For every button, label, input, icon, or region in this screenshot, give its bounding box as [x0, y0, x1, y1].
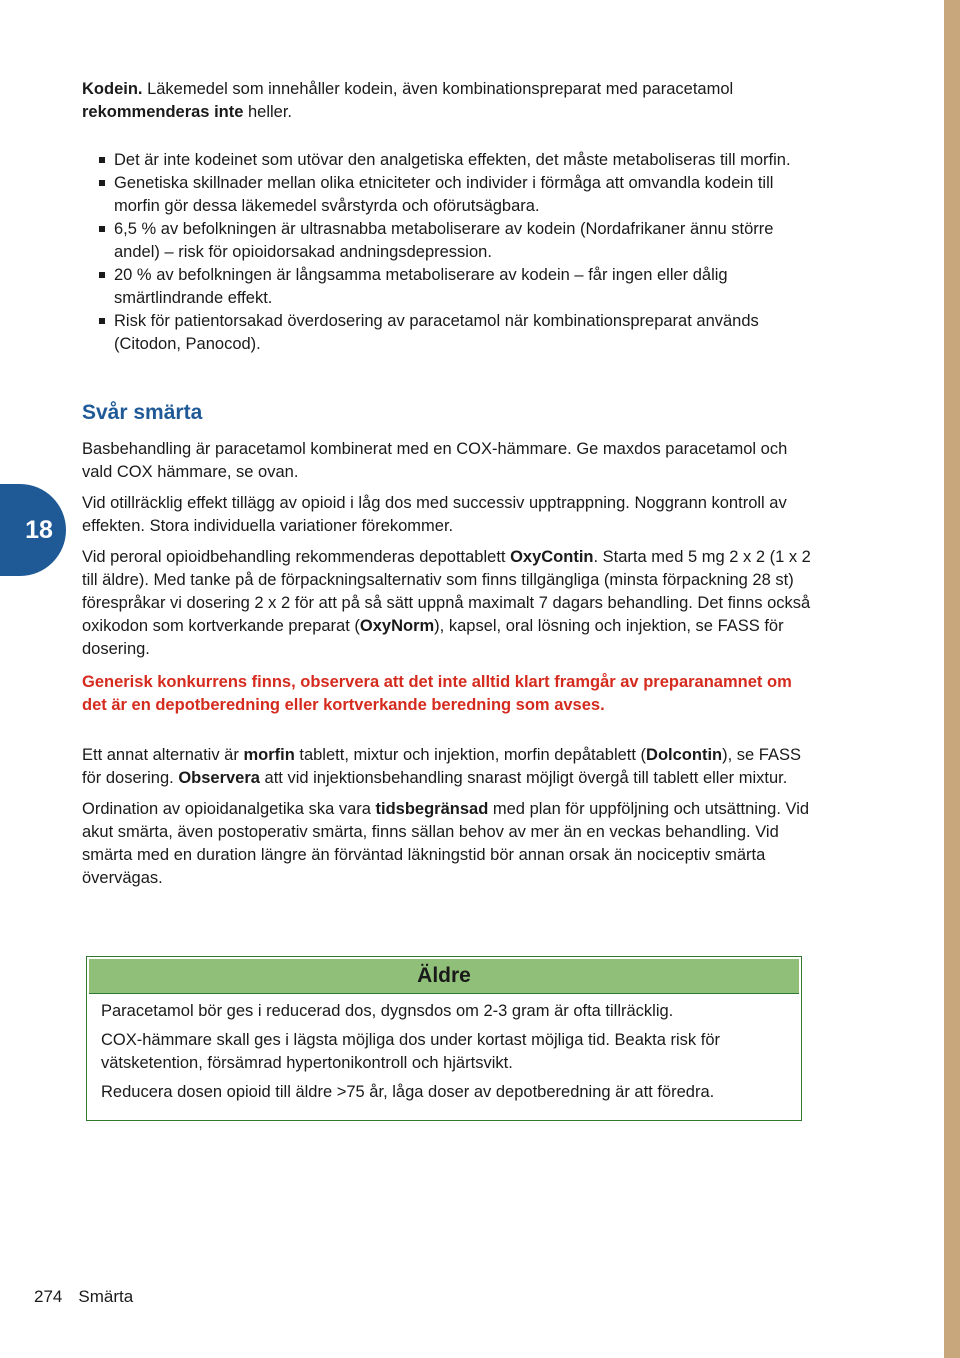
paragraph-opioid-addition: Vid otillräcklig effekt tillägg av opioid i låg dos med successiv upptrappning. Noggrann kontroll av effekten. Stora individuella variationer förekommer. [82, 494, 787, 535]
bullet-item: Det är inte kodeinet som utövar den analgetiska effekten, det måste metaboliseras till morfin. [82, 149, 812, 172]
emphasis: Observera [178, 769, 260, 787]
box-line: COX-hämmare skall ges i lägsta möjliga dos under kortast möjliga tid. Beakta risk för vätsketention, försämrad hypertonikontroll och hjärtsvikt. [101, 1031, 720, 1072]
intro-emphasis: rekommenderas inte [82, 103, 244, 121]
chapter-tab [0, 484, 66, 576]
box-line: Paracetamol bör ges i reducerad dos, dygnsdos om 2-3 gram är ofta tillräcklig. [101, 1002, 674, 1020]
drug-name: Dolcontin [646, 746, 723, 764]
section-heading: Svår smärta [82, 401, 203, 424]
codeine-bullet-list [82, 149, 812, 356]
box-title: Äldre [89, 959, 799, 994]
bullet-item: 6,5 % av befolkningen är ultrasnabba metaboliserare av kodein (Nordafrikaner ännu större andel) – risk för opioidorsakad andningsdepression. [82, 218, 812, 264]
intro-text-end: heller. [243, 103, 293, 121]
drug-name: OxyContin [510, 548, 594, 566]
bullet-item: Genetiska skillnader mellan olika etniciteter och individer i förmåga att omvandla kodein till morfin gör dessa läkemedel svårstyrda och oförutsägbara. [82, 172, 812, 218]
bullet-item: 20 % av befolkningen är långsamma metaboliserare av kodein – får ingen eller dålig smärtlindrande effekt. [82, 264, 812, 310]
drug-name: OxyNorm [359, 617, 435, 635]
paragraph-time-limit: Ordination av opioidanalgetika ska vara tidsbegränsad med plan för uppföljning och utsättning. Vid akut smärta, även postoperativ smärta, finns sällan behov av mer än en veckas behandling. Vid smärta med en duration längre än förväntad läkningstid bör annan orsak än nociceptiv smärta övervägas. [82, 800, 810, 887]
footer-chapter: Smärta [78, 1287, 134, 1306]
paragraph-base-treatment: Basbehandling är paracetamol kombinerat med en COX-hämmare. Ge maxdos paracetamol och vald COX hämmare, se ovan. [82, 440, 788, 481]
intro-lead: Kodein. [82, 80, 143, 98]
page-number: 274 [34, 1287, 63, 1306]
page-edge-stripe [944, 0, 960, 1358]
emphasis: tidsbegränsad [375, 800, 489, 818]
page-footer [34, 1285, 133, 1308]
paragraph-morphine: Ett annat alternativ är morfin tablett, mixtur och injektion, morfin depåtablett (Dolcontin), se FASS för dosering. Observera att vid injektionsbehandling snarast möjligt övergå till tablett eller mixtur. [82, 746, 801, 787]
intro-text: Läkemedel som innehåller kodein, även kombinationspreparat med paracetamol [142, 80, 734, 98]
chapter-number: 18 [25, 515, 53, 544]
intro-paragraph [82, 78, 812, 124]
main-content [82, 78, 812, 898]
generic-warning: Generisk konkurrens finns, observera att det inte alltid klart framgår av preparanamnet om det är en depotberedning eller kortverkande beredning som avses. [82, 673, 792, 714]
drug-name: morfin [243, 746, 295, 764]
paragraph-oral-opioid: Vid peroral opioidbehandling rekommenderas depottablett OxyContin. Starta med 5 mg 2 x 2 (1 x 2 till äldre). Med tanke på de förpackningsalternativ som finns tillgängliga (minsta förpackning 28 st) förespråkar vi dosering 2 x 2 för att på så sätt uppnå maximalt 7 dagars behandling. Det finns också oxikodon som kortverkande preparat (OxyNorm), kapsel, oral lösning och injektion, se FASS för dosering. [82, 548, 811, 658]
box-line: Reducera dosen opioid till äldre >75 år, låga doser av depotberedning är att föredra. [101, 1083, 715, 1101]
elderly-info-box [86, 956, 802, 1121]
bullet-item: Risk för patientorsakad överdosering av paracetamol när kombinationspreparat används (Citodon, Panocod). [82, 310, 812, 356]
box-body [87, 994, 801, 1120]
